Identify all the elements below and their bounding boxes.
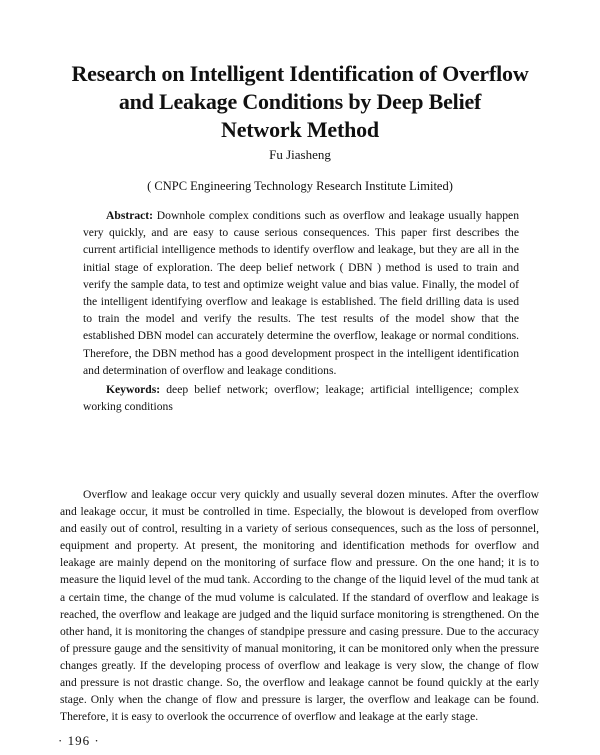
body-paragraph: Overflow and leakage occur very quickly and usually several dozen minutes. After the overflow and leakage occur, it must be controlled in time. Especially, the blowout is developed from overflow and easily out of control, resulting in a variety of serious consequences, such as the loss of personnel, equipment and property. At present, the monitoring and identification methods for overflow and leakage are mainly depend on the monitoring of surface flow and pressure. On the one hand; it is to measure the liquid level of the mud tank. According to the change of the liquid level of the mud tank at a certain time, the change of the mud volume is calculated. If the standard of overflow and leakage is reached, the overflow and leakage are judged and the liquid surface monitoring is strengthened. On the other hand, it is monitoring the changes of standpipe pressure and casing pressure. Due to the accuracy of pressure gauge and the sensitivity of manual monitoring, it can be monitored only when the pressure changes greatly. If the developing process of overflow and leakage is very slow, the change of flow and pressure is not drastic change. So, the overflow and leakage cannot be found quickly at the early stage. Only when the change of flow and pressure is larger, the overflow and leakage can be found. Therefore, it is easy to overlook the occurrence of overflow and leakage at the early stage. <box>60 488 539 724</box>
title-line: Research on Intelligent Identification of Overflow <box>71 61 529 86</box>
abstract-text: Downhole complex conditions such as overflow and leakage usually happen very quickly, and are easy to cause serious consequences. This paper first describes the current artificial intelligence methods to identify overflow and leakage, but they are all in the initial stage of exploration. The deep belief network ( DBN ) method is used to train and verify the sample data, to test and optimize weight value and bias value. Finally, the model of the intelligent identifying overflow and leakage is established. The field drilling data is used to train the model and verify the results. The test results of the model show that the established DBN model can accurately determine the overflow, leakage or normal conditions. Therefore, the DBN method has a good development prospect in the intelligent identification and determination of overflow and leakage conditions. <box>83 209 519 377</box>
abstract-section <box>83 207 519 415</box>
abstract-label: Abstract: <box>106 209 154 222</box>
keywords-paragraph <box>83 381 519 415</box>
title-line: and Leakage Conditions by Deep Belief <box>118 89 482 114</box>
paper-title <box>40 60 560 144</box>
title-line: Network Method <box>221 117 379 142</box>
author-affiliation: ( CNPC Engineering Technology Research Institute Limited) <box>147 179 453 193</box>
author-name: Fu Jiasheng <box>269 147 331 162</box>
keywords-label: Keywords: <box>106 383 161 397</box>
keywords-text: deep belief network; overflow; leakage; artificial intelligence; complex working conditions <box>83 383 519 414</box>
abstract-paragraph <box>83 207 519 379</box>
page-number: · 196 · <box>58 733 100 748</box>
